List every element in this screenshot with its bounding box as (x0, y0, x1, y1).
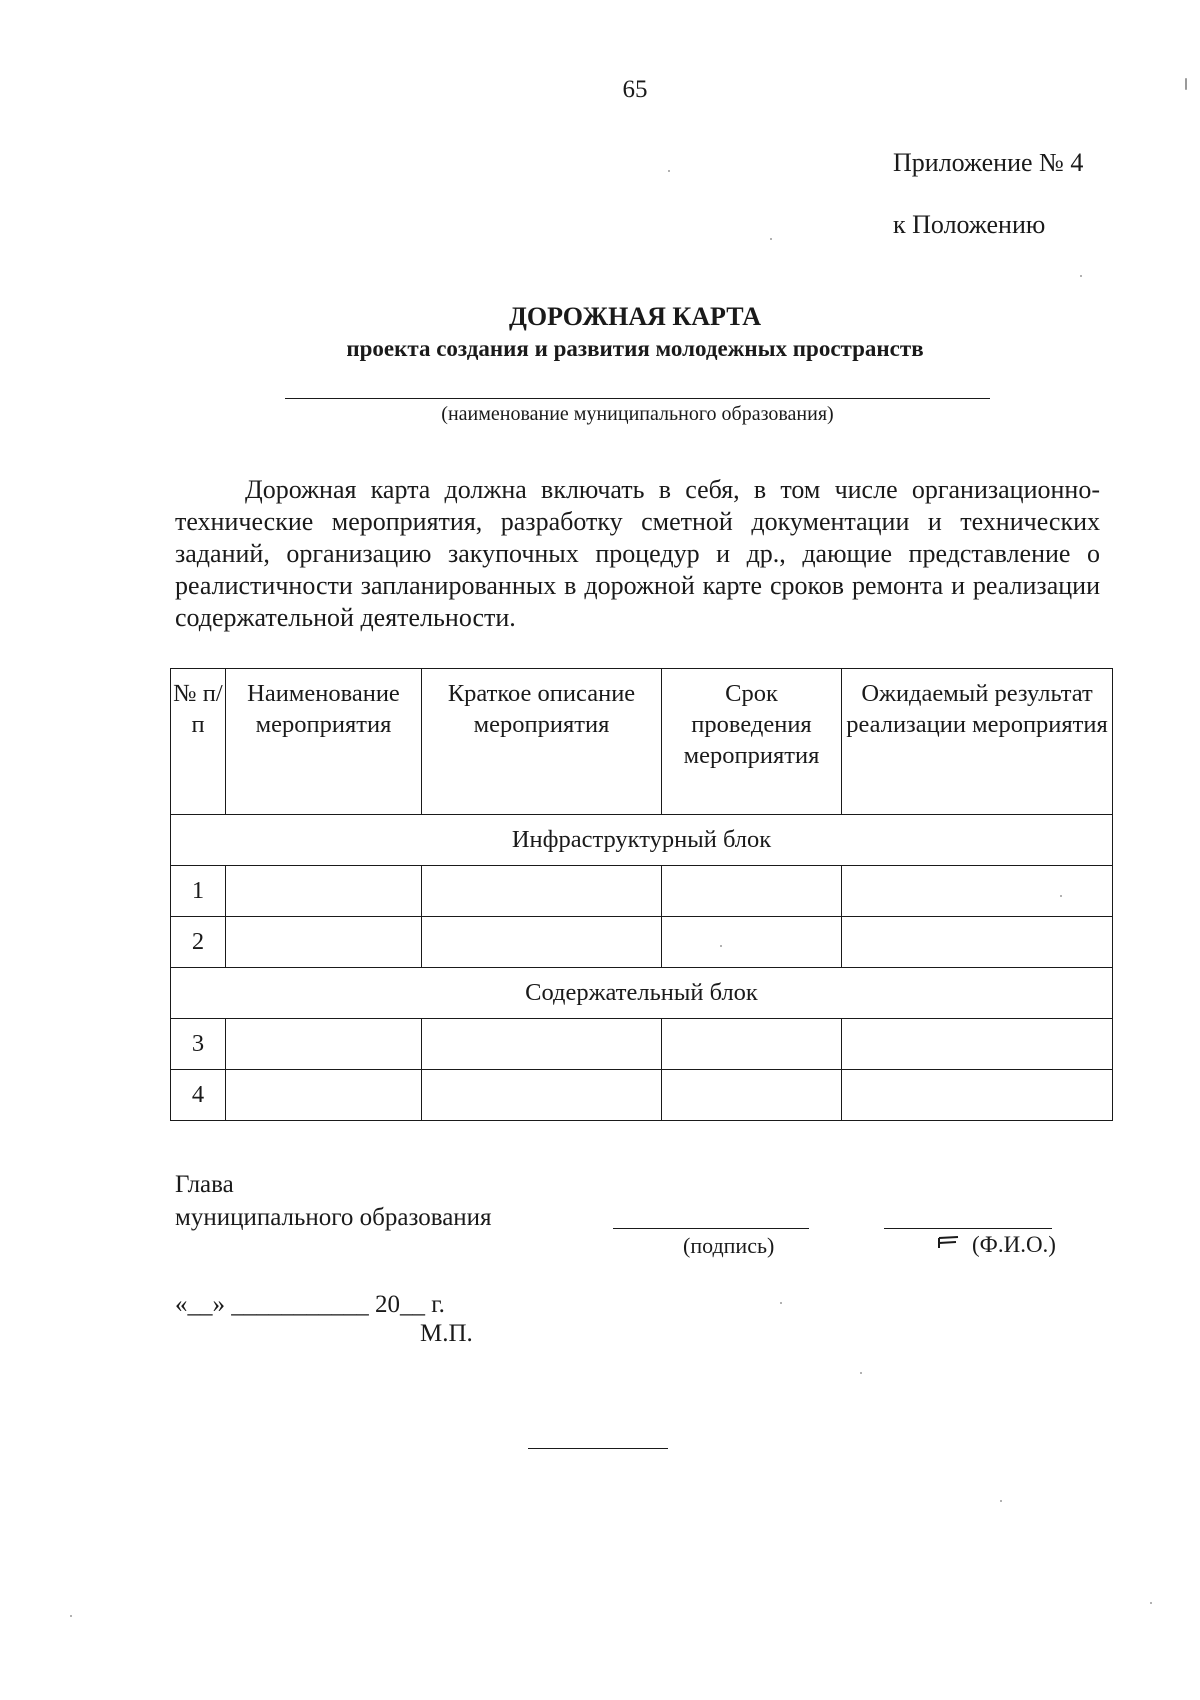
head-of-municipality-label (175, 1168, 492, 1234)
table-header-row (171, 669, 1113, 815)
stamp-label: М.П. (420, 1320, 473, 1347)
page-number: 65 (622, 76, 648, 103)
municipality-fill-line (285, 398, 990, 399)
scan-artifact (780, 1302, 782, 1304)
appendix-sublabel: к Положению (893, 210, 1046, 239)
scan-artifact (770, 238, 772, 240)
empty-cell (226, 866, 422, 917)
scan-artifact (860, 1372, 862, 1374)
empty-cell (842, 917, 1113, 968)
scan-artifact (1060, 895, 1062, 897)
signature-caption: (подпись) (683, 1233, 775, 1258)
scan-artifact (70, 1615, 72, 1617)
empty-cell (226, 917, 422, 968)
handwritten-mark-icon (936, 1234, 966, 1254)
empty-cell (662, 1070, 842, 1121)
row-number: 2 (171, 917, 226, 968)
appendix-label: Приложение № 4 (893, 148, 1084, 177)
date-line: «__» ___________ 20__ г. (175, 1291, 445, 1318)
empty-cell (422, 917, 662, 968)
end-separator-line (528, 1448, 668, 1449)
block-title-infrastructure: Инфраструктурный блок (171, 815, 1113, 866)
row-number: 3 (171, 1019, 226, 1070)
empty-cell (662, 866, 842, 917)
table-row (171, 1019, 1113, 1070)
empty-cell (842, 1070, 1113, 1121)
empty-cell (662, 1019, 842, 1070)
head-label-line2: муниципального образования (175, 1204, 492, 1231)
document-subtitle: проекта создания и развития молодежных пространств (346, 336, 924, 361)
row-number: 1 (171, 866, 226, 917)
scan-artifact (1185, 78, 1187, 90)
empty-cell (422, 1019, 662, 1070)
row-number: 4 (171, 1070, 226, 1121)
column-header-deadline: Срок проведения мероприятия (662, 669, 842, 815)
scan-artifact (1080, 275, 1082, 277)
signature-fill-line (613, 1228, 809, 1229)
column-header-result: Ожидаемый результат реализации мероприятия (842, 669, 1113, 815)
column-header-description: Краткое описание мероприятия (422, 669, 662, 815)
empty-cell (422, 1070, 662, 1121)
empty-cell (226, 1070, 422, 1121)
table-row (171, 1070, 1113, 1121)
empty-cell (422, 866, 662, 917)
scan-artifact (1000, 1500, 1002, 1502)
block-row (171, 815, 1113, 866)
table-row (171, 917, 1113, 968)
scan-artifact (1150, 1602, 1152, 1604)
empty-cell (842, 866, 1113, 917)
scan-artifact (668, 170, 670, 172)
empty-cell (662, 917, 842, 968)
block-title-content: Содержательный блок (171, 968, 1113, 1019)
column-header-number: № п/п (171, 669, 226, 815)
empty-cell (842, 1019, 1113, 1070)
table-row (171, 866, 1113, 917)
fio-caption: (Ф.И.О.) (972, 1232, 1056, 1257)
block-row (171, 968, 1113, 1019)
municipality-caption: (наименование муниципального образования) (441, 403, 834, 425)
document-title: ДОРОЖНАЯ КАРТА (508, 302, 762, 331)
intro-paragraph: Дорожная карта должна включать в себя, в том числе организационно-технические мероприятия, разработку сметной документации и технических заданий, организацию закупочных процедур и др., дающие представление о реалистичности запланированных в дорожной карте сроков ремонта и реализации содержательной деятельности. (175, 475, 1100, 632)
scan-artifact (720, 945, 722, 947)
head-label-line1: Глава (175, 1171, 234, 1198)
empty-cell (226, 1019, 422, 1070)
fio-fill-line (884, 1228, 1052, 1229)
column-header-name: Наименование мероприятия (226, 669, 422, 815)
roadmap-table (170, 668, 1113, 1121)
